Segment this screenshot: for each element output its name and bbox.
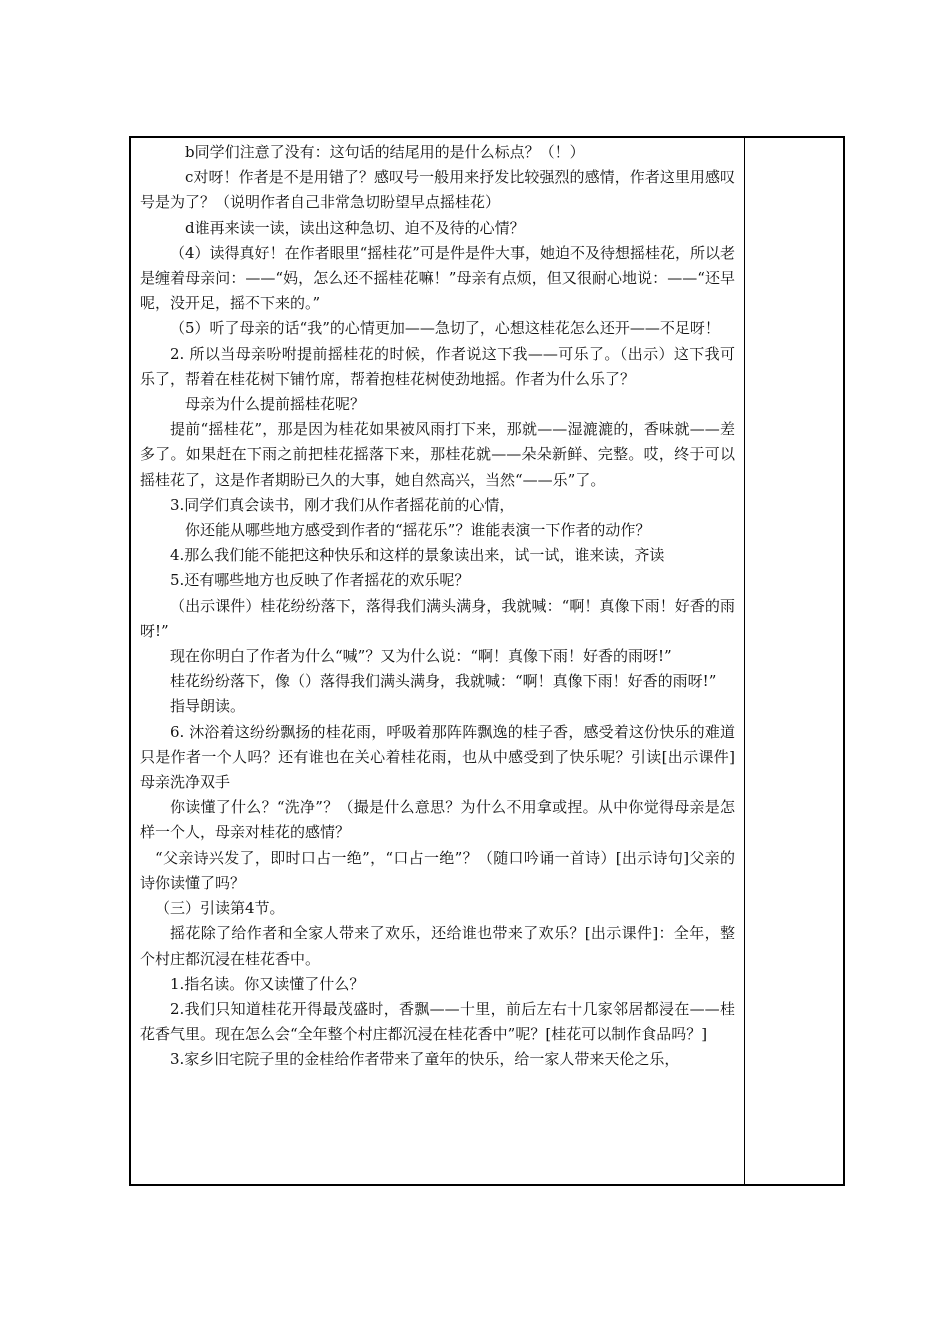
paragraph: 现在你明白了作者为什么“喊”？又为什么说：“啊！真像下雨！好香的雨呀!” [170,647,672,666]
paragraph: 3.同学们真会读书，刚才我们从作者摇花前的心情， [170,495,515,514]
paragraph: c对呀！作者是不是用错了？感叹号一般用来抒发比较强烈的感情，作者这里用感叹号是为了？（说明作者自己非常急切盼望早点摇桂花） [140,168,735,212]
paragraph: 提前“摇桂花”，那是因为桂花如果被风雨打下来，那就——湿漉漉的，香味就——差多了。如果赶在下雨之前把桂花摇落下来，那桂花就——朵朵新鲜、完整。哎，终于可以摇桂花了，这是作者期盼已久的大事，她自然高兴，当然“——乐”了。 [140,420,735,489]
paragraph: （出示课件）桂花纷纷落下，落得我们满头满身，我就喊：“啊！真像下雨！好香的雨呀!” [140,596,735,640]
paragraph: 1.指名读。你又读懂了什么？ [170,974,365,993]
paragraph: 3.家乡旧宅院子里的金桂给作者带来了童年的快乐，给一家人带来天伦之乐， [170,1050,680,1069]
notes-cell [745,138,843,1184]
paragraph: 指导朗读。 [170,697,246,716]
paragraph: （4）读得真好！在作者眼里“摇桂花”可是件是件大事，她迫不及待想摇桂花，所以老是缠着母亲问：——“妈，怎么还不摇桂花嘛！”母亲有点烦，但又很耐心地说：——“还早呢，没开足，摇不下来的。” [140,243,735,313]
paragraph: 6. 沐浴着这纷纷飘扬的桂花雨，呼吸着那阵阵飘逸的桂子香，感受着这份快乐的难道只是作者一个人吗？还有谁也在关心着桂花雨，也从中感受到了快乐呢？引读[出示课件] 母亲洗净双手 [140,722,735,792]
paragraph: 母亲为什么提前摇桂花呢？ [185,395,366,414]
lesson-plan-table [129,136,845,1186]
paragraph: 摇花除了给作者和全家人带来了欢乐，还给谁也带来了欢乐？[出示课件]：全年，整个村庄都沉浸在桂花香中。 [140,924,735,968]
paragraph: （5）听了母亲的话“我”的心情更加——急切了，心想这桂花怎么还开——不足呀！ [170,319,720,338]
lesson-content-cell [131,138,745,1184]
paragraph: 桂花纷纷落下，像（）落得我们满头满身，我就喊：“啊！真像下雨！好香的雨呀!” [170,672,717,691]
section-heading: （三）引读第4节。 [155,899,285,918]
paragraph: b同学们注意了没有：这句话的结尾用的是什么标点？（！） [185,143,585,161]
paragraph: “父亲诗兴发了，即时口占一绝”，“口占一绝”？（随口吟诵一首诗）[出示诗句]父亲的诗你读懂了吗？ [140,848,735,892]
paragraph: 你还能从哪些地方感受到作者的“摇花乐”？谁能表演一下作者的动作？ [185,521,651,540]
paragraph: 2.我们只知道桂花开得最茂盛时，香飘——十里，前后左右十几家邻居都浸在——桂花香气里。现在怎么会“全年整个村庄都沉浸在桂花香中”呢？[桂花可以制作食品吗？] [140,999,735,1044]
paragraph: 你读懂了什么？“洗净”？（撮是什么意思？为什么不用拿或捏。从中你觉得母亲是怎样一个人，母亲对桂花的感情？ [140,798,735,842]
paragraph: d谁再来读一读，读出这种急切、迫不及待的心情？ [185,218,525,237]
paragraph: 5.还有哪些地方也反映了作者摇花的欢乐呢？ [170,571,470,590]
paragraph: 2. 所以当母亲吩咐提前摇桂花的时候，作者说这下我——可乐了。（出示）这下我可乐了，帮着在桂花树下铺竹席，帮着抱桂花树使劲地摇。作者为什么乐了？ [140,344,735,388]
paragraph: 4.那么我们能不能把这种快乐和这样的景象读出来，试一试，谁来读，齐读 [170,546,665,565]
